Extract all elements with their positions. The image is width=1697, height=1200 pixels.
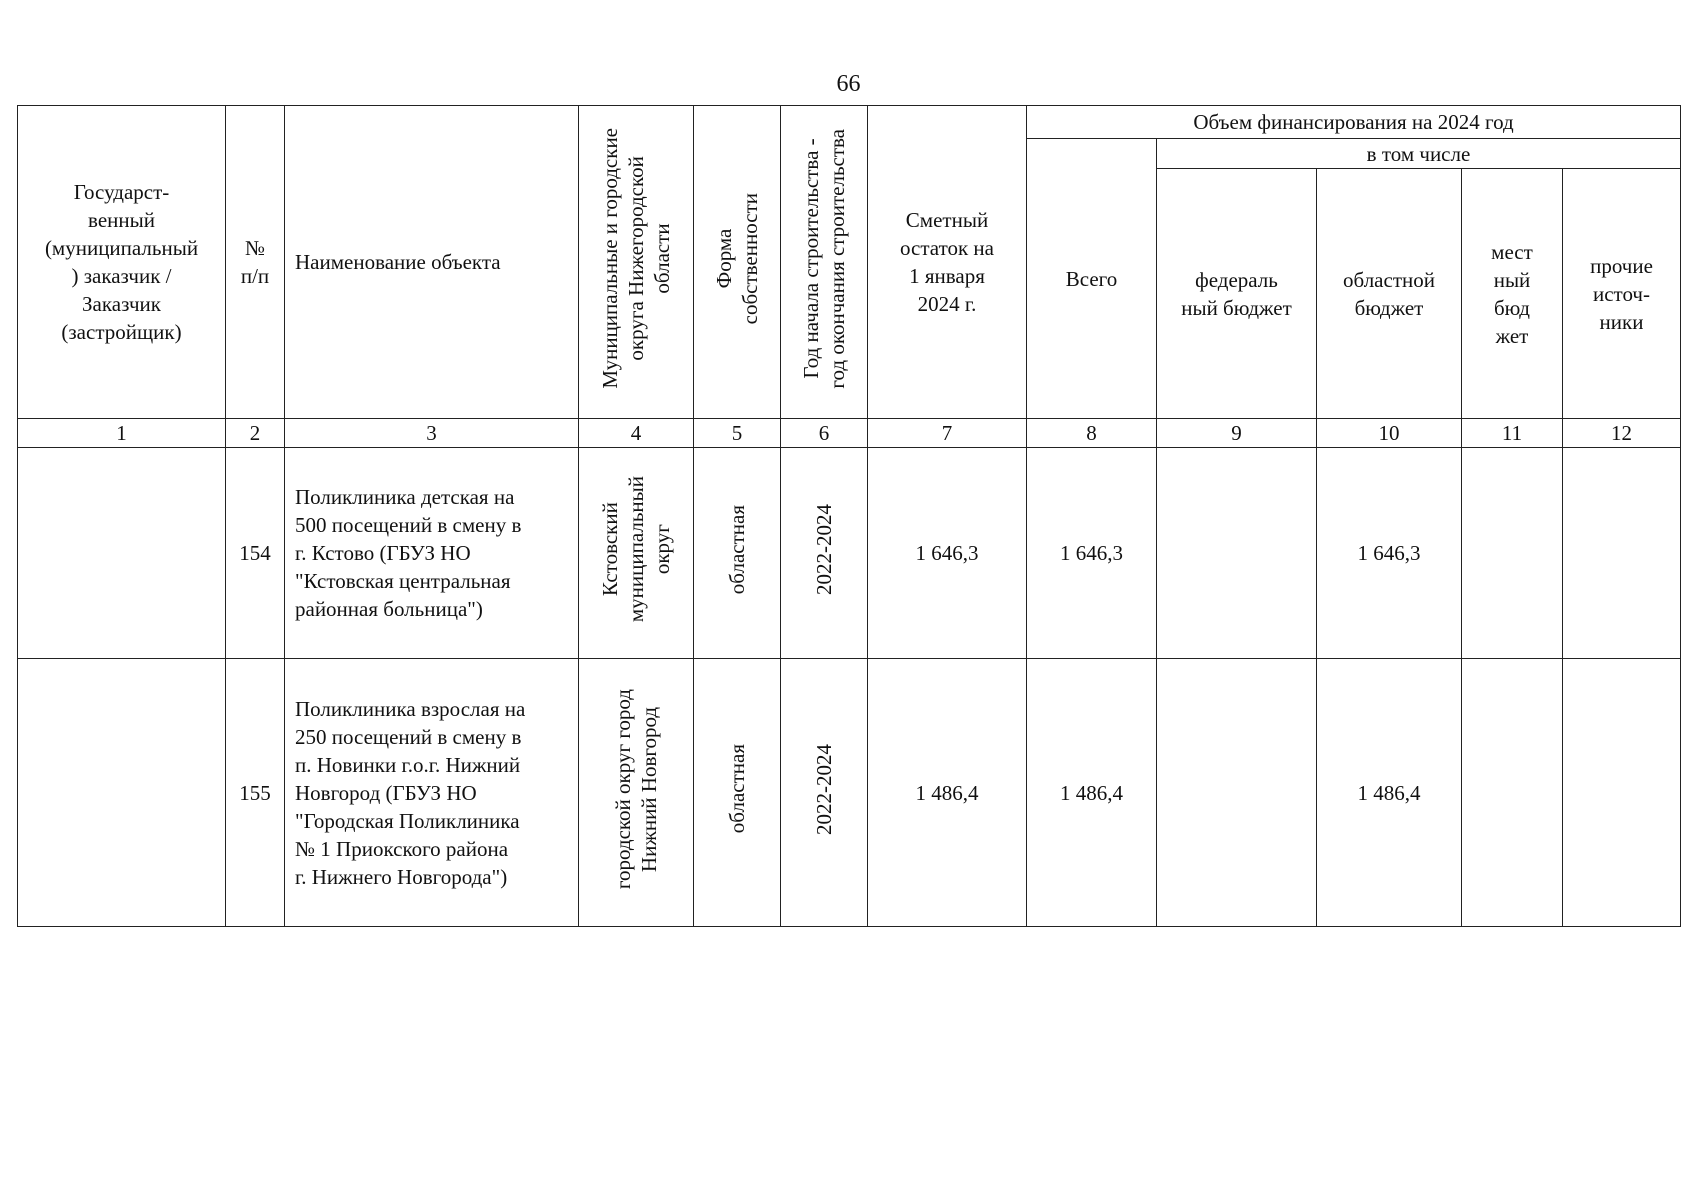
cell-local bbox=[1462, 659, 1563, 927]
cell-regional: 1 486,4 bbox=[1317, 659, 1462, 927]
column-number: 6 bbox=[781, 419, 868, 448]
header-other: прочие источ- ники bbox=[1563, 169, 1681, 419]
cell-other bbox=[1563, 448, 1681, 659]
header-ownership-text: Форма собственности bbox=[712, 192, 762, 325]
cell-municipality bbox=[579, 659, 694, 927]
cell-years bbox=[781, 448, 868, 659]
cell-federal bbox=[1157, 448, 1317, 659]
header-customer: Государст- венный (муниципальный ) заказчик / Заказчик (застройщик) bbox=[18, 106, 226, 419]
column-number-row bbox=[18, 419, 1681, 448]
cell-municipality-text: Кстовский муниципальный округ bbox=[598, 476, 674, 623]
table-row bbox=[18, 448, 1681, 659]
cell-other bbox=[1563, 659, 1681, 927]
column-number: 12 bbox=[1563, 419, 1681, 448]
header-years bbox=[781, 106, 868, 419]
header-funding-group: Объем финансирования на 2024 год bbox=[1027, 106, 1681, 139]
cell-municipality-text: городской округ город Нижний Новгород bbox=[611, 688, 661, 890]
header-federal: федераль ный бюджет bbox=[1157, 169, 1317, 419]
cell-ownership-text: областная bbox=[725, 744, 749, 834]
header-years-text: Год начала строительства - год окончания строительства bbox=[799, 128, 849, 389]
column-number: 2 bbox=[226, 419, 285, 448]
column-number: 9 bbox=[1157, 419, 1317, 448]
financing-table bbox=[17, 105, 1681, 927]
column-number: 8 bbox=[1027, 419, 1157, 448]
cell-num: 154 bbox=[226, 448, 285, 659]
column-number: 5 bbox=[694, 419, 781, 448]
column-number: 7 bbox=[868, 419, 1027, 448]
header-num: № п/п bbox=[226, 106, 285, 419]
header-municipalities-text: Муниципальные и городские округа Нижегородской области bbox=[598, 128, 674, 389]
header-including: в том числе bbox=[1157, 139, 1681, 169]
column-number: 1 bbox=[18, 419, 226, 448]
cell-num: 155 bbox=[226, 659, 285, 927]
cell-years-text: 2022-2024 bbox=[812, 743, 836, 835]
cell-ownership bbox=[694, 448, 781, 659]
cell-estimate-remainder: 1 646,3 bbox=[868, 448, 1027, 659]
header-ownership bbox=[694, 106, 781, 419]
table-row bbox=[18, 659, 1681, 927]
cell-federal bbox=[1157, 659, 1317, 927]
cell-total: 1 486,4 bbox=[1027, 659, 1157, 927]
column-number: 4 bbox=[579, 419, 694, 448]
header-municipalities bbox=[579, 106, 694, 419]
cell-years-text: 2022-2024 bbox=[812, 504, 836, 595]
cell-ownership bbox=[694, 659, 781, 927]
header-object-name: Наименование объекта bbox=[285, 106, 579, 419]
cell-ownership-text: областная bbox=[725, 504, 749, 595]
cell-municipality bbox=[579, 448, 694, 659]
cell-object-name: Поликлиника взрослая на 250 посещений в смену в п. Новинки г.о.г. Нижний Новгород (ГБУЗ НО "Городская Поликлиника № 1 Приокского района г. Нижнего Новгорода") bbox=[285, 659, 579, 927]
cell-years bbox=[781, 659, 868, 927]
header-total: Всего bbox=[1027, 139, 1157, 419]
cell-object-name: Поликлиника детская на 500 посещений в смену в г. Кстово (ГБУЗ НО "Кстовская центральная районная больница") bbox=[285, 448, 579, 659]
column-number: 3 bbox=[285, 419, 579, 448]
cell-regional: 1 646,3 bbox=[1317, 448, 1462, 659]
header-estimate-remainder: Сметный остаток на 1 января 2024 г. bbox=[868, 106, 1027, 419]
header-local: мест ный бюд жет bbox=[1462, 169, 1563, 419]
cell-local bbox=[1462, 448, 1563, 659]
column-number: 11 bbox=[1462, 419, 1563, 448]
cell-customer bbox=[18, 659, 226, 927]
column-number: 10 bbox=[1317, 419, 1462, 448]
cell-total: 1 646,3 bbox=[1027, 448, 1157, 659]
cell-customer bbox=[18, 448, 226, 659]
header-regional: областной бюджет bbox=[1317, 169, 1462, 419]
page-number: 66 bbox=[836, 71, 861, 97]
cell-estimate-remainder: 1 486,4 bbox=[868, 659, 1027, 927]
